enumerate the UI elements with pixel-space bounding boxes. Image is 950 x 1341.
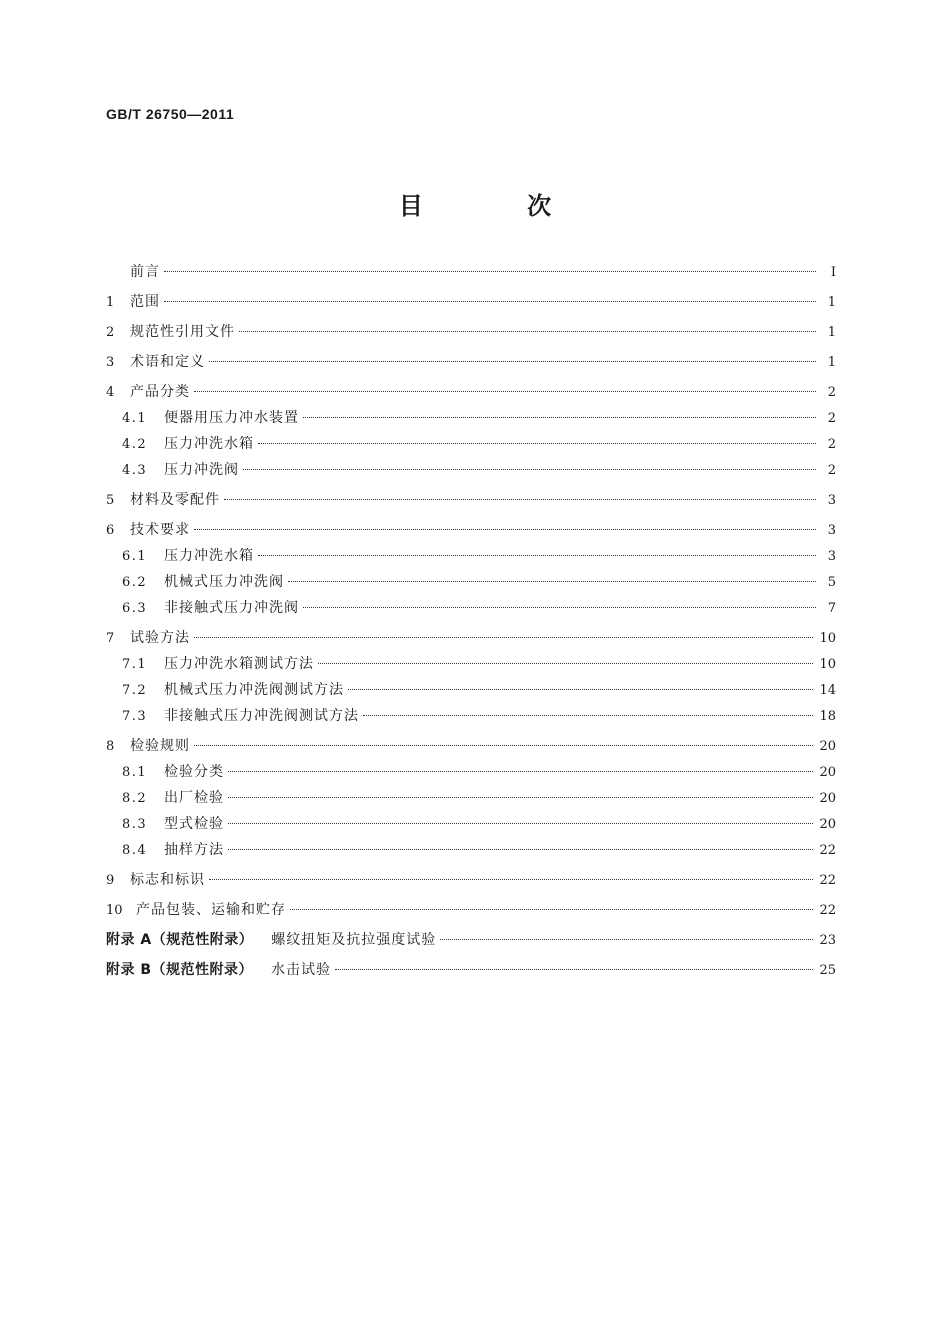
page-title: 目 次	[398, 192, 600, 220]
toc-leader-dots	[243, 469, 816, 470]
toc-entry-foreword[interactable]	[106, 264, 836, 281]
toc-entry-label: 压力冲洗水箱	[164, 548, 254, 564]
toc-entry-page: 22	[819, 843, 836, 858]
toc-entry-label: 机械式压力冲洗阀	[164, 574, 284, 590]
table-of-contents	[106, 264, 836, 979]
toc-entry-label: 出厂检验	[164, 790, 224, 806]
toc-leader-dots	[303, 607, 816, 608]
toc-leader-dots	[258, 443, 816, 444]
toc-leader-dots	[209, 879, 813, 880]
toc-entry-page: 1	[827, 325, 836, 340]
toc-leader-dots	[164, 301, 816, 302]
toc-entry-label: 标志和标识	[130, 872, 205, 888]
toc-entry-4-3[interactable]	[106, 462, 836, 479]
toc-entry-label: 范围	[130, 294, 160, 310]
toc-leader-dots	[228, 849, 813, 850]
toc-entry-label: 非接触式压力冲洗阀测试方法	[164, 708, 359, 724]
toc-entry-number: 9	[106, 873, 115, 888]
toc-entry-7-3[interactable]	[106, 708, 836, 725]
toc-entry-page: 3	[827, 523, 836, 538]
toc-entry-label: 试验方法	[130, 630, 190, 646]
toc-entry-page: 2	[827, 437, 836, 452]
toc-entry-number: 6.2	[122, 575, 148, 590]
toc-entry-page: 20	[819, 791, 836, 806]
toc-entry-number: 7.3	[122, 709, 148, 724]
toc-entry-page: 10	[819, 631, 836, 646]
toc-entry-page: 23	[819, 933, 836, 948]
toc-entry-number: 6.3	[122, 601, 148, 616]
toc-leader-dots	[164, 271, 816, 272]
toc-entry-page: 22	[819, 873, 836, 888]
appendix-title: 水击试验	[271, 962, 332, 978]
toc-entry-number: 1	[106, 295, 115, 310]
appendix-label: 附录 B（规范性附录）	[106, 962, 254, 978]
toc-entry-number: 4.2	[122, 437, 148, 452]
toc-entry-7[interactable]	[106, 630, 836, 647]
toc-entry-label: 前言	[130, 264, 160, 280]
toc-entry-page: 20	[819, 765, 836, 780]
toc-entry-label: 产品分类	[130, 384, 190, 400]
toc-leader-dots	[318, 663, 813, 664]
toc-entry-page: 2	[827, 463, 836, 478]
toc-entry-number: 10	[106, 903, 123, 918]
toc-leader-dots	[258, 555, 816, 556]
toc-entry-page: Ⅰ	[830, 265, 836, 280]
toc-entry-number: 4	[106, 385, 115, 400]
toc-leader-dots	[335, 969, 813, 970]
toc-entry-3[interactable]	[106, 354, 836, 371]
toc-entry-7-1[interactable]	[106, 656, 836, 673]
toc-leader-dots	[290, 909, 813, 910]
toc-leader-dots	[440, 939, 813, 940]
toc-entry-label: 术语和定义	[130, 354, 205, 370]
toc-entry-8-4[interactable]	[106, 842, 836, 859]
toc-entry-number: 8.3	[122, 817, 148, 832]
toc-entry-5[interactable]	[106, 492, 836, 509]
toc-leader-dots	[194, 529, 816, 530]
toc-entry-1[interactable]	[106, 294, 836, 311]
toc-entry-page: 10	[819, 657, 836, 672]
toc-entry-4-1[interactable]	[106, 410, 836, 427]
toc-entry-appendix-a[interactable]	[106, 932, 836, 949]
toc-entry-page: 1	[827, 295, 836, 310]
toc-entry-page: 20	[819, 739, 836, 754]
toc-entry-label: 检验分类	[164, 764, 224, 780]
toc-entry-6-2[interactable]	[106, 574, 836, 591]
toc-entry-page: 18	[819, 709, 836, 724]
toc-entry-label: 便器用压力冲水装置	[164, 410, 299, 426]
toc-entry-number: 2	[106, 325, 115, 340]
toc-entry-label: 技术要求	[130, 522, 190, 538]
toc-leader-dots	[239, 331, 816, 332]
toc-leader-dots	[194, 391, 816, 392]
toc-leader-dots	[194, 745, 813, 746]
toc-entry-4[interactable]	[106, 384, 836, 401]
toc-entry-page: 22	[819, 903, 836, 918]
toc-entry-number: 3	[106, 355, 115, 370]
toc-entry-number: 6.1	[122, 549, 148, 564]
toc-leader-dots	[228, 797, 813, 798]
toc-entry-6-1[interactable]	[106, 548, 836, 565]
toc-entry-label: 检验规则	[130, 738, 190, 754]
toc-entry-appendix-b[interactable]	[106, 962, 836, 979]
toc-entry-8-2[interactable]	[106, 790, 836, 807]
toc-entry-number: 7.1	[122, 657, 148, 672]
toc-entry-page: 7	[827, 601, 836, 616]
toc-entry-8-3[interactable]	[106, 816, 836, 833]
toc-entry-8-1[interactable]	[106, 764, 836, 781]
toc-entry-number: 8.4	[122, 843, 148, 858]
toc-entry-number: 7	[106, 631, 115, 646]
toc-entry-label: 压力冲洗水箱测试方法	[164, 656, 314, 672]
toc-entry-page: 2	[827, 411, 836, 426]
toc-entry-number: 4.3	[122, 463, 148, 478]
toc-leader-dots	[228, 771, 813, 772]
toc-leader-dots	[209, 361, 816, 362]
toc-entry-page: 5	[827, 575, 836, 590]
appendix-label: 附录 A（规范性附录）	[106, 932, 254, 948]
toc-entry-label: 材料及零配件	[130, 492, 220, 508]
toc-entry-6[interactable]	[106, 522, 836, 539]
standard-code: GB/T 26750—2011	[106, 106, 235, 122]
toc-entry-2[interactable]	[106, 324, 836, 341]
toc-entry-label: 产品包装、运输和贮存	[136, 902, 286, 918]
toc-entry-number: 7.2	[122, 683, 148, 698]
toc-entry-label: 压力冲洗阀	[164, 462, 239, 478]
appendix-title: 螺纹扭矩及抗拉强度试验	[271, 932, 437, 948]
toc-leader-dots	[363, 715, 813, 716]
toc-entry-7-2[interactable]	[106, 682, 836, 699]
toc-entry-page: 25	[819, 963, 836, 978]
toc-entry-number: 4.1	[122, 411, 148, 426]
toc-entry-label: 抽样方法	[164, 842, 224, 858]
toc-entry-label: 型式检验	[164, 816, 224, 832]
toc-entry-4-2[interactable]	[106, 436, 836, 453]
toc-entry-number: 5	[106, 493, 115, 508]
toc-leader-dots	[303, 417, 816, 418]
toc-leader-dots	[288, 581, 816, 582]
toc-entry-number: 8.1	[122, 765, 148, 780]
toc-leader-dots	[194, 637, 813, 638]
toc-entry-6-3[interactable]	[106, 600, 836, 617]
toc-entry-page: 20	[819, 817, 836, 832]
toc-entry-8[interactable]	[106, 738, 836, 755]
toc-entry-page: 2	[827, 385, 836, 400]
toc-entry-9[interactable]	[106, 872, 836, 889]
toc-entry-number: 8.2	[122, 791, 148, 806]
toc-entry-page: 14	[819, 683, 836, 698]
toc-entry-page: 1	[827, 355, 836, 370]
toc-leader-dots	[348, 689, 813, 690]
toc-entry-10[interactable]	[106, 902, 836, 919]
toc-leader-dots	[224, 499, 816, 500]
toc-entry-label: 非接触式压力冲洗阀	[164, 600, 299, 616]
toc-entry-label: 规范性引用文件	[130, 324, 235, 340]
toc-entry-page: 3	[827, 493, 836, 508]
toc-entry-label: 压力冲洗水箱	[164, 436, 254, 452]
toc-entry-number: 8	[106, 739, 115, 754]
toc-entry-page: 3	[827, 549, 836, 564]
toc-leader-dots	[228, 823, 813, 824]
toc-entry-label: 机械式压力冲洗阀测试方法	[164, 682, 344, 698]
toc-entry-number: 6	[106, 523, 115, 538]
